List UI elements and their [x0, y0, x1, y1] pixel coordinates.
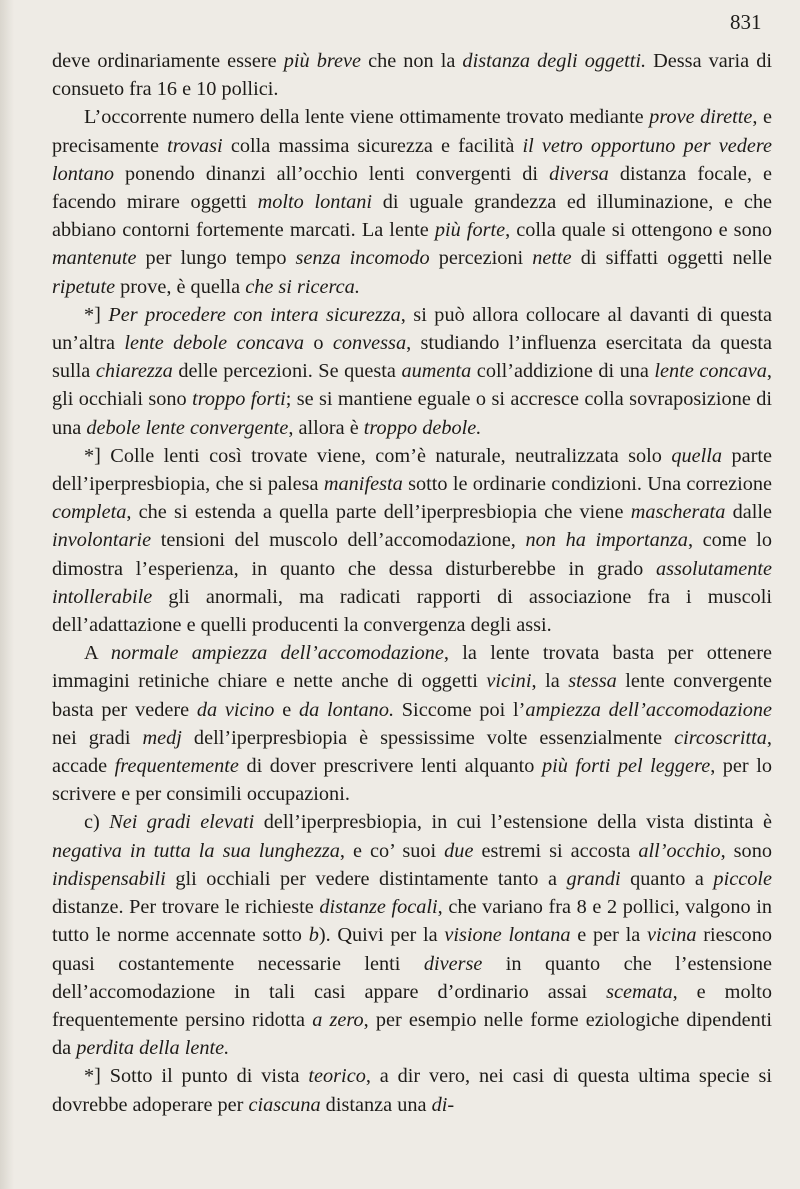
text-run: estremi si accosta — [473, 839, 639, 862]
italic-text: a zero — [312, 1008, 364, 1031]
paragraph-3 — [52, 442, 772, 639]
text-run: riescono quasi costantemente necessarie lenti — [52, 924, 772, 975]
text-run: ). Quivi per la — [318, 924, 445, 947]
text-run: gli occhiali per vedere distintamente tanto a — [165, 867, 567, 890]
text-run: , colla quale si ottengono e sono — [505, 219, 772, 242]
italic-text: b — [308, 924, 319, 947]
italic-text: frequentemente — [114, 755, 239, 778]
text-run: di siffatti oggetti nelle — [571, 247, 773, 270]
text-run: , che si estenda a quella parte dell’iperpresbiopia che viene — [126, 501, 631, 524]
text-run: di uguale grandezza ed illuminazione, e che abbiano contorni fortemente marcati. La lente — [52, 191, 772, 242]
text-run: *] — [84, 303, 109, 326]
italic-text: medj — [142, 726, 182, 749]
italic-text: più forte — [434, 219, 506, 242]
italic-text: il vetro opportuno per vedere lontano — [52, 134, 772, 185]
paragraph-6 — [52, 1062, 772, 1118]
text-run: dalle — [725, 501, 773, 524]
italic-text: assolutamente intollerabile — [52, 557, 772, 608]
text-run: sotto le ordinarie condizioni. Una correzione — [402, 473, 772, 496]
text-run: , sono — [720, 839, 772, 862]
text-run: di dover prescrivere lenti alquanto — [238, 755, 542, 778]
text-run: deve ordinariamente essere — [52, 50, 284, 72]
text-run: per lungo tempo — [136, 247, 296, 270]
italic-text: lente debole concava — [124, 332, 305, 355]
italic-text: Nei gradi elevati — [109, 811, 255, 834]
italic-text: due — [444, 839, 474, 862]
text-run: , a dir vero, nei casi di questa ultima specie si dovrebbe adoperare per — [52, 1065, 772, 1116]
italic-text: completa — [52, 501, 127, 524]
text-run: Dessa varia di consueto fra 16 e 10 pollici. — [52, 50, 772, 101]
text-run: distanze. Per trovare le richieste — [52, 896, 320, 919]
text-run: , la — [531, 670, 569, 693]
body-text — [52, 47, 772, 1119]
text-run: , e co’ suoi — [339, 839, 445, 862]
italic-text: vicina — [646, 924, 697, 947]
italic-text: ciascuna — [248, 1093, 321, 1116]
italic-text: teorico — [308, 1065, 366, 1088]
text-run: , si può allora collocare al davanti di questa un’altra — [52, 303, 772, 355]
italic-text: mantenute — [52, 247, 137, 270]
italic-text: stessa — [568, 670, 617, 693]
italic-text: mascherata — [630, 501, 726, 524]
text-run: coll’addizione di una — [471, 360, 655, 383]
text-run: tensioni del muscolo dell’accomodazione, — [151, 529, 526, 552]
text-run: parte dell’iperpresbiopia, che si palesa — [52, 444, 773, 496]
text-run: c) — [84, 811, 110, 834]
italic-text: chiarezza — [95, 360, 173, 383]
italic-text: grandi — [566, 867, 621, 890]
text-run: ; se si mantiene eguale o si accresce colla sovraposizione di una — [52, 388, 772, 439]
italic-text: lente concava — [654, 360, 767, 383]
italic-text: più breve — [283, 50, 362, 72]
italic-text: senza incomodo — [295, 247, 430, 270]
text-run: colla massima sicurezza e facilità — [222, 134, 523, 157]
paragraph-2 — [52, 301, 772, 442]
text-run: e — [274, 698, 299, 721]
text-run: che non la — [361, 50, 463, 72]
paragraph-1 — [52, 103, 772, 300]
text-run: percezioni — [429, 247, 533, 270]
text-run: L’occorrente numero della lente viene ottimamente trovato mediante — [84, 106, 650, 129]
paragraph-5 — [52, 808, 772, 1062]
italic-text: normale ampiezza dell’accomodazione — [110, 642, 444, 665]
italic-text: più forti pel leggere — [541, 755, 711, 778]
text-run: , la lente trovata basta per ottenere immagini retiniche chiare e nette anche di oggetti — [52, 642, 772, 693]
italic-text: da lontano. — [298, 698, 395, 721]
text-run: , per esempio nelle forme eziologiche dipendenti da — [52, 1008, 773, 1060]
text-run: *] Sotto il punto di vista — [84, 1065, 309, 1088]
text-run: lente convergente basta per vedere — [52, 670, 772, 721]
text-run: , e molto frequentemente persino ridotta — [52, 980, 772, 1031]
italic-text: circoscritta — [674, 726, 767, 749]
text-run: o — [304, 332, 333, 355]
italic-text: distanze focali — [319, 896, 438, 919]
italic-text: convessa — [332, 332, 407, 355]
italic-text: vicini — [486, 670, 532, 693]
text-run: , e precisamente — [52, 106, 772, 157]
italic-text: di- — [431, 1093, 455, 1116]
italic-text: non ha importanza — [525, 529, 688, 552]
italic-text: troppo debole. — [363, 416, 482, 439]
italic-text: debole lente convergente — [86, 416, 289, 439]
italic-text: trovasi — [167, 134, 223, 157]
italic-text: Per procedere con intera sicurezza — [108, 303, 401, 326]
text-run: , allora è — [288, 416, 364, 439]
italic-text: involontarie — [52, 529, 152, 552]
text-run: , come lo dimostra l’esperienza, in quanto che dessa disturberebbe in grado — [52, 529, 773, 580]
text-run: nei gradi — [52, 726, 143, 749]
text-run: , accade — [52, 726, 772, 778]
text-run: dell’iperpresbiopia, in cui l’estensione della vista distinta è — [254, 811, 773, 834]
text-run: , studiando l’influenza esercitata da questa sulla — [52, 332, 772, 383]
italic-text: troppo forti — [192, 388, 286, 411]
italic-text: diversa — [549, 162, 609, 185]
italic-text: molto lontani — [257, 191, 372, 214]
page-number: 831 — [730, 10, 762, 34]
italic-text: scemata — [606, 980, 673, 1003]
italic-text: nette — [532, 247, 572, 270]
text-run: ponendo dinanzi all’occhio lenti convergenti di — [113, 162, 550, 185]
text-run: distanza focale, e facendo mirare oggetti — [52, 162, 772, 214]
text-run: e per la — [570, 924, 647, 947]
text-run: dell’iperpresbiopia è spessissime volte essenzialmente — [181, 726, 675, 749]
text-run: delle percezioni. Se questa — [172, 360, 402, 383]
italic-text: all’occhio — [638, 839, 721, 862]
text-run: gli anormali, ma radicati rapporti di associazione fra i muscoli dell’adattazione e quelli producenti la convergenza degli assi. — [52, 585, 772, 637]
italic-text: aumenta — [401, 360, 472, 383]
italic-text: da vicino — [196, 698, 275, 721]
paragraph-0 — [52, 47, 772, 103]
italic-text: prove dirette — [649, 106, 753, 129]
page-edge-shadow — [0, 0, 14, 1189]
text-run: , che variano fra 8 e 2 pollici, valgono in tutto le norme accennate sotto — [52, 896, 772, 947]
italic-text: piccole — [713, 867, 772, 890]
italic-text: visione lontana — [444, 924, 571, 947]
paragraph-4 — [52, 639, 772, 808]
italic-text: ampiezza dell’accomodazione — [525, 698, 772, 721]
italic-text: distanza degli oggetti. — [462, 50, 647, 72]
text-run: quanto a — [620, 867, 714, 890]
text-run: prove, è quella — [115, 275, 246, 298]
text-run: Siccome poi l’ — [394, 698, 526, 721]
text-run: , gli occhiali sono — [52, 360, 772, 411]
text-run: distanza una — [320, 1093, 432, 1116]
text-run: , per lo scrivere e per consimili occupazioni. — [52, 755, 772, 806]
italic-text: quella — [671, 444, 723, 467]
text-run: A — [84, 642, 111, 665]
text-run: in quanto che l’estensione dell’accomodazione in tali casi appare d’ordinario assai — [52, 952, 772, 1003]
italic-text: ripetute — [52, 275, 116, 298]
italic-text: indispensabili — [52, 867, 166, 890]
text-run: *] Colle lenti così trovate viene, com’è naturale, neutralizzata solo — [84, 444, 672, 467]
italic-text: perdita della lente. — [76, 1037, 230, 1060]
italic-text: negativa in tutta la sua lunghezza — [52, 839, 340, 862]
italic-text: che si ricerca. — [245, 275, 360, 298]
italic-text: diverse — [423, 952, 483, 975]
italic-text: manifesta — [323, 473, 403, 496]
